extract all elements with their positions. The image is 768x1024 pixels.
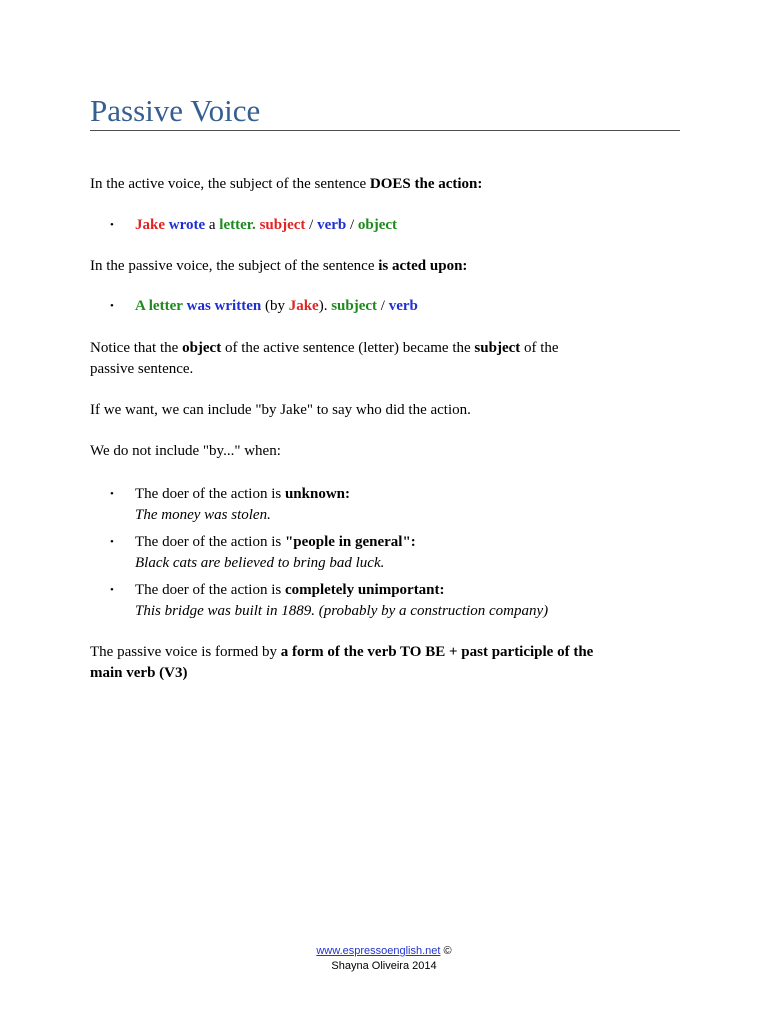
paragraph-include-by-jake: If we want, we can include "by Jake" to say who did the action. bbox=[90, 402, 471, 418]
case-lead: The doer of the action is bbox=[135, 534, 285, 550]
example-object-word: letter. bbox=[219, 217, 256, 233]
formation-text: The passive voice is formed by bbox=[90, 644, 281, 660]
label-subject: subject bbox=[331, 298, 378, 314]
active-example-sentence bbox=[135, 215, 397, 236]
title-underline bbox=[90, 130, 680, 131]
case-example: The money was stolen. bbox=[135, 507, 271, 523]
case-lead: The doer of the action is bbox=[135, 486, 285, 502]
case-example: Black cats are believed to bring bad luck. bbox=[135, 555, 385, 571]
label-verb: verb bbox=[388, 298, 418, 314]
active-intro-text: In the active voice, the subject of the sentence bbox=[90, 176, 370, 192]
case-bold: completely unimportant: bbox=[284, 582, 445, 598]
page-title: Passive Voice bbox=[90, 93, 261, 128]
footer-copyright: © bbox=[440, 945, 452, 957]
case-text bbox=[135, 484, 350, 526]
example-article: a bbox=[205, 217, 220, 233]
formation-bold-1: a form of the verb TO BE + past participle of the bbox=[280, 644, 594, 660]
bullet-icon: • bbox=[110, 488, 114, 500]
notice-bold-object: object bbox=[182, 340, 222, 356]
notice-text-3: of the bbox=[520, 340, 559, 356]
active-intro-bold: DOES the action: bbox=[369, 176, 483, 192]
notice-text-2: of the active sentence (letter) became the bbox=[221, 340, 475, 356]
passive-example-sentence bbox=[135, 296, 418, 317]
paragraph-passive-voice-intro bbox=[90, 256, 680, 277]
bullet-icon: • bbox=[110, 536, 114, 548]
notice-text-1: Notice that the bbox=[90, 340, 183, 356]
paragraph-passive-formation bbox=[90, 642, 680, 684]
example-verb-phrase: was written bbox=[186, 298, 262, 314]
bullet-icon: • bbox=[110, 219, 114, 231]
example-close: ). bbox=[318, 298, 328, 314]
notice-line-2: passive sentence. bbox=[90, 361, 194, 377]
label-verb: verb bbox=[317, 217, 347, 233]
label-separator: / bbox=[305, 217, 318, 233]
bullet-icon: • bbox=[110, 300, 114, 312]
notice-bold-subject: subject bbox=[474, 340, 521, 356]
bullet-icon: • bbox=[110, 584, 114, 596]
footer-line-1 bbox=[0, 944, 768, 959]
formation-bold-2: main verb (V3) bbox=[90, 665, 188, 681]
case-text bbox=[135, 532, 416, 574]
case-example: This bridge was built in 1889. (probably by a construction company) bbox=[135, 603, 549, 619]
passive-intro-bold: is acted upon: bbox=[378, 258, 468, 274]
footer-author: Shayna Oliveira 2014 bbox=[331, 960, 437, 972]
footer-website-link[interactable]: www.espressoenglish.net bbox=[316, 945, 441, 957]
case-lead: The doer of the action is bbox=[135, 582, 285, 598]
label-subject: subject bbox=[259, 217, 306, 233]
example-object-phrase: A letter bbox=[135, 298, 183, 314]
example-verb-word: wrote bbox=[168, 217, 206, 233]
label-separator: / bbox=[377, 298, 389, 314]
paragraph-object-becomes-subject bbox=[90, 338, 680, 380]
paragraph-do-not-include: We do not include "by..." when: bbox=[90, 443, 281, 459]
example-subject-word: Jake bbox=[135, 217, 165, 233]
case-text bbox=[135, 580, 548, 622]
passive-intro-text: In the passive voice, the subject of the sentence bbox=[90, 258, 379, 274]
example-by-open: (by bbox=[261, 298, 289, 314]
case-bold: unknown: bbox=[284, 486, 350, 502]
page-footer bbox=[0, 944, 768, 974]
label-object: object bbox=[357, 217, 398, 233]
label-separator: / bbox=[346, 217, 358, 233]
paragraph-active-voice-intro bbox=[90, 174, 680, 195]
case-bold: "people in general": bbox=[284, 534, 416, 550]
example-agent: Jake bbox=[288, 298, 319, 314]
